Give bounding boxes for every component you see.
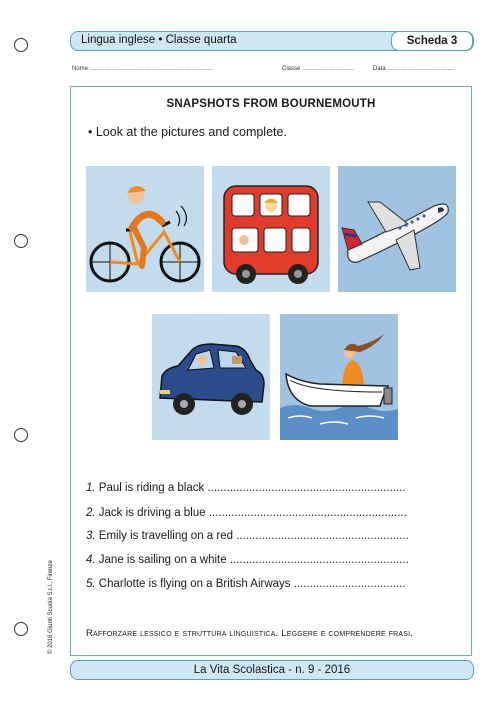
sheet-label: Scheda 3 [391,31,473,51]
copyright-note: © 2016 Giunti Scuola S.r.l., Firenze [48,560,54,654]
sentence-2 [86,507,407,519]
class-field: Classe ............................... [282,66,354,72]
subject-label: Lingua inglese • Classe quarta [81,34,237,46]
instruction: • Look at the pictures and complete. [88,125,287,139]
binder-hole-4 [14,622,28,636]
objectives-note: Rafforzare lessico e struttura linguistica. Leggere e comprendere frasi. [86,628,414,639]
footer-bar: La Vita Scolastica - n. 9 - 2016 [70,660,474,680]
sentence-number: 3. [86,530,96,542]
sentence-number: 5. [86,578,96,590]
binder-hole-1 [14,38,28,52]
binder-hole-2 [14,234,28,248]
sentence-5 [86,578,406,590]
header-bar [70,31,474,51]
sentence-text: Jane is sailing on a white ........................................................ [95,554,409,566]
sentence-text: Emily is travelling on a red ...................................................... [95,530,409,542]
sentence-text: Jack is driving a blue .............................................................. [95,507,407,519]
worksheet-title: SNAPSHOTS FROM BOURNEMOUTH [166,98,376,110]
car-picture [152,314,270,440]
sentence-4 [86,554,409,566]
sentence-1 [86,482,406,494]
boat-picture [280,314,398,440]
sentence-number: 1. [86,482,96,494]
bus-picture [212,166,330,292]
name-field: Nome .......................................................................... [72,66,214,72]
bicycle-picture [86,166,204,292]
sentence-number: 4. [86,554,96,566]
date-field: Data ........................................ [373,66,455,72]
sentence-3 [86,530,409,542]
sentence-text: Charlotte is flying on a British Airways ................................... [95,578,406,590]
airplane-picture [338,166,456,292]
sentence-text: Paul is riding a black .............................................................. [95,482,406,494]
binder-hole-3 [14,428,28,442]
sentence-number: 2. [86,507,96,519]
